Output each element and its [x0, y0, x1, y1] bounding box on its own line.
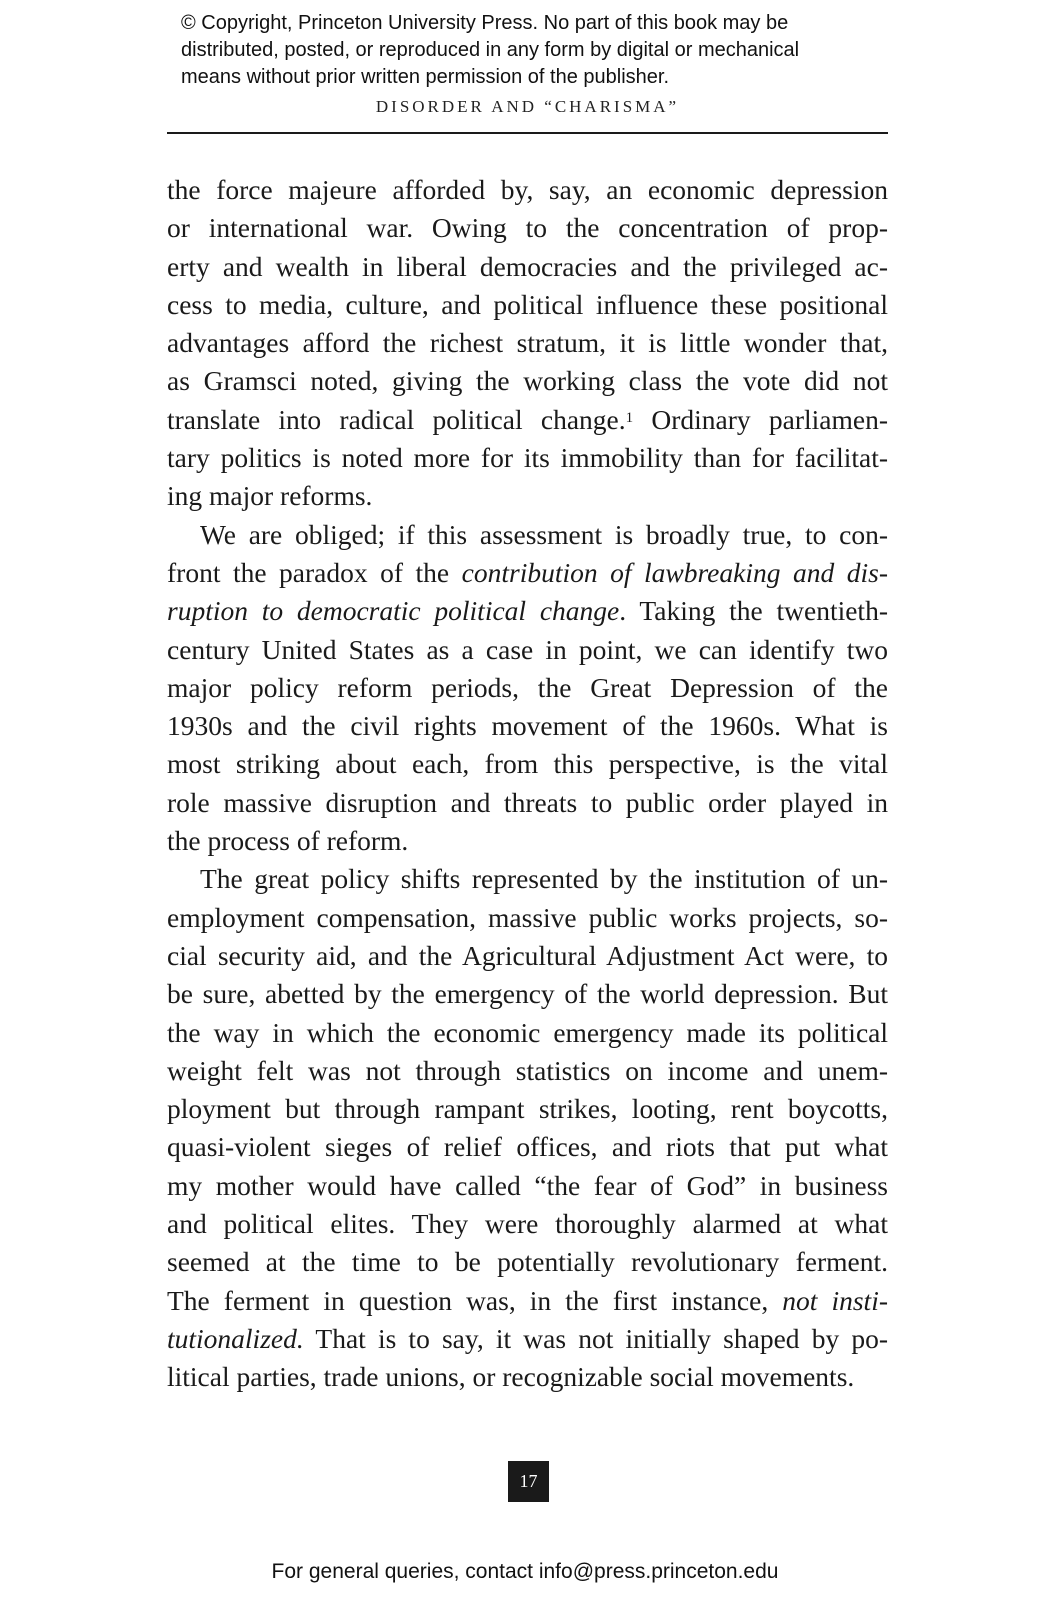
text-line: [167, 860, 888, 898]
text-line: [167, 1282, 888, 1320]
copyright-notice: [181, 10, 901, 91]
text-line: [167, 401, 888, 439]
text-run: . Taking the twentieth-: [619, 595, 888, 627]
italic-run: ruption to democratic political change: [167, 595, 620, 627]
text-line: [167, 1320, 888, 1358]
text-line: ing major reforms.: [167, 480, 373, 512]
text-line: be sure, abetted by the emergency of the world depression. But: [167, 978, 888, 1010]
text-run: front the paradox of the: [167, 556, 462, 588]
text-line: most striking about each, from this perspective, is the vital: [167, 748, 888, 780]
text-run: The ferment in question was, in the first instance,: [167, 1284, 783, 1316]
copyright-line: © Copyright, Princeton University Press. No part of this book may be: [181, 12, 789, 34]
text-line: tary politics is noted more for its immobility than for facilitat-: [167, 442, 888, 474]
text-line: erty and wealth in liberal democracies and the privileged ac-: [167, 250, 888, 282]
text-run: That is to say, it was not initially shaped by po-: [303, 1322, 888, 1354]
text-line: role massive disruption and threats to public order played in: [167, 786, 888, 818]
text-line: major policy reform periods, the Great Depression of the: [167, 671, 888, 703]
text-line: cial security aid, and the Agricultural Adjustment Act were, to: [167, 939, 888, 971]
text-line: [167, 516, 888, 554]
text-line: advantages afford the richest stratum, it is little wonder that,: [167, 327, 888, 359]
text-line: or international war. Owing to the concentration of prop-: [167, 212, 888, 244]
text-line: seemed at the time to be potentially revolutionary ferment.: [167, 1246, 888, 1278]
text-line: 1930s and the civil rights movement of the 1960s. What is: [167, 710, 888, 742]
header-rule: [167, 132, 888, 134]
body-text: [167, 171, 888, 1397]
text-line: weight felt was not through statistics on income and unem-: [167, 1054, 888, 1086]
copyright-line: means without prior written permission of the publisher.: [181, 66, 670, 88]
paragraph: [167, 860, 888, 1396]
text-line: litical parties, trade unions, or recognizable social movements.: [167, 1361, 855, 1393]
text-run: We are obliged; if this assessment is broadly true, to con-: [200, 518, 888, 550]
text-run: translate into radical political change.: [167, 403, 626, 435]
text-run: The great policy shifts represented by the institution of un-: [200, 863, 888, 895]
text-line: as Gramsci noted, giving the working class the vote did not: [167, 365, 888, 397]
footnote-ref[interactable]: 1: [625, 409, 634, 426]
text-line: cess to media, culture, and political influence these positional: [167, 288, 888, 320]
paragraph: [167, 516, 888, 861]
text-line: century United States as a case in point, we can identify two: [167, 633, 888, 665]
italic-run: tutionalized.: [167, 1322, 304, 1354]
text-line: [167, 592, 888, 630]
footer-contact: For general queries, contact info@press.princeton.edu: [271, 1560, 779, 1583]
text-line: employment compensation, massive public works projects, so-: [167, 901, 888, 933]
text-line: and political elites. They were thoroughly alarmed at what: [167, 1208, 888, 1240]
text-line: my mother would have called “the fear of God” in business: [167, 1169, 888, 1201]
italic-run: contribution of lawbreaking and dis-: [461, 556, 888, 588]
text-line: [167, 554, 888, 592]
text-line: quasi-violent sieges of relief offices, and riots that put what: [167, 1131, 888, 1163]
text-line: the process of reform.: [167, 825, 409, 857]
page-number: 17: [508, 1461, 549, 1502]
running-head: DISORDER AND “CHARISMA”: [375, 97, 680, 116]
text-line: the force majeure afforded by, say, an economic depression: [167, 174, 888, 205]
italic-run: not insti-: [782, 1284, 888, 1316]
paragraph: [167, 171, 888, 516]
text-line: ployment but through rampant strikes, looting, rent boycotts,: [167, 1093, 888, 1125]
copyright-line: distributed, posted, or reproduced in any form by digital or mechanical: [181, 39, 800, 61]
text-run: Ordinary parliamen-: [633, 403, 888, 435]
text-line: the way in which the economic emergency made its political: [167, 1016, 888, 1048]
